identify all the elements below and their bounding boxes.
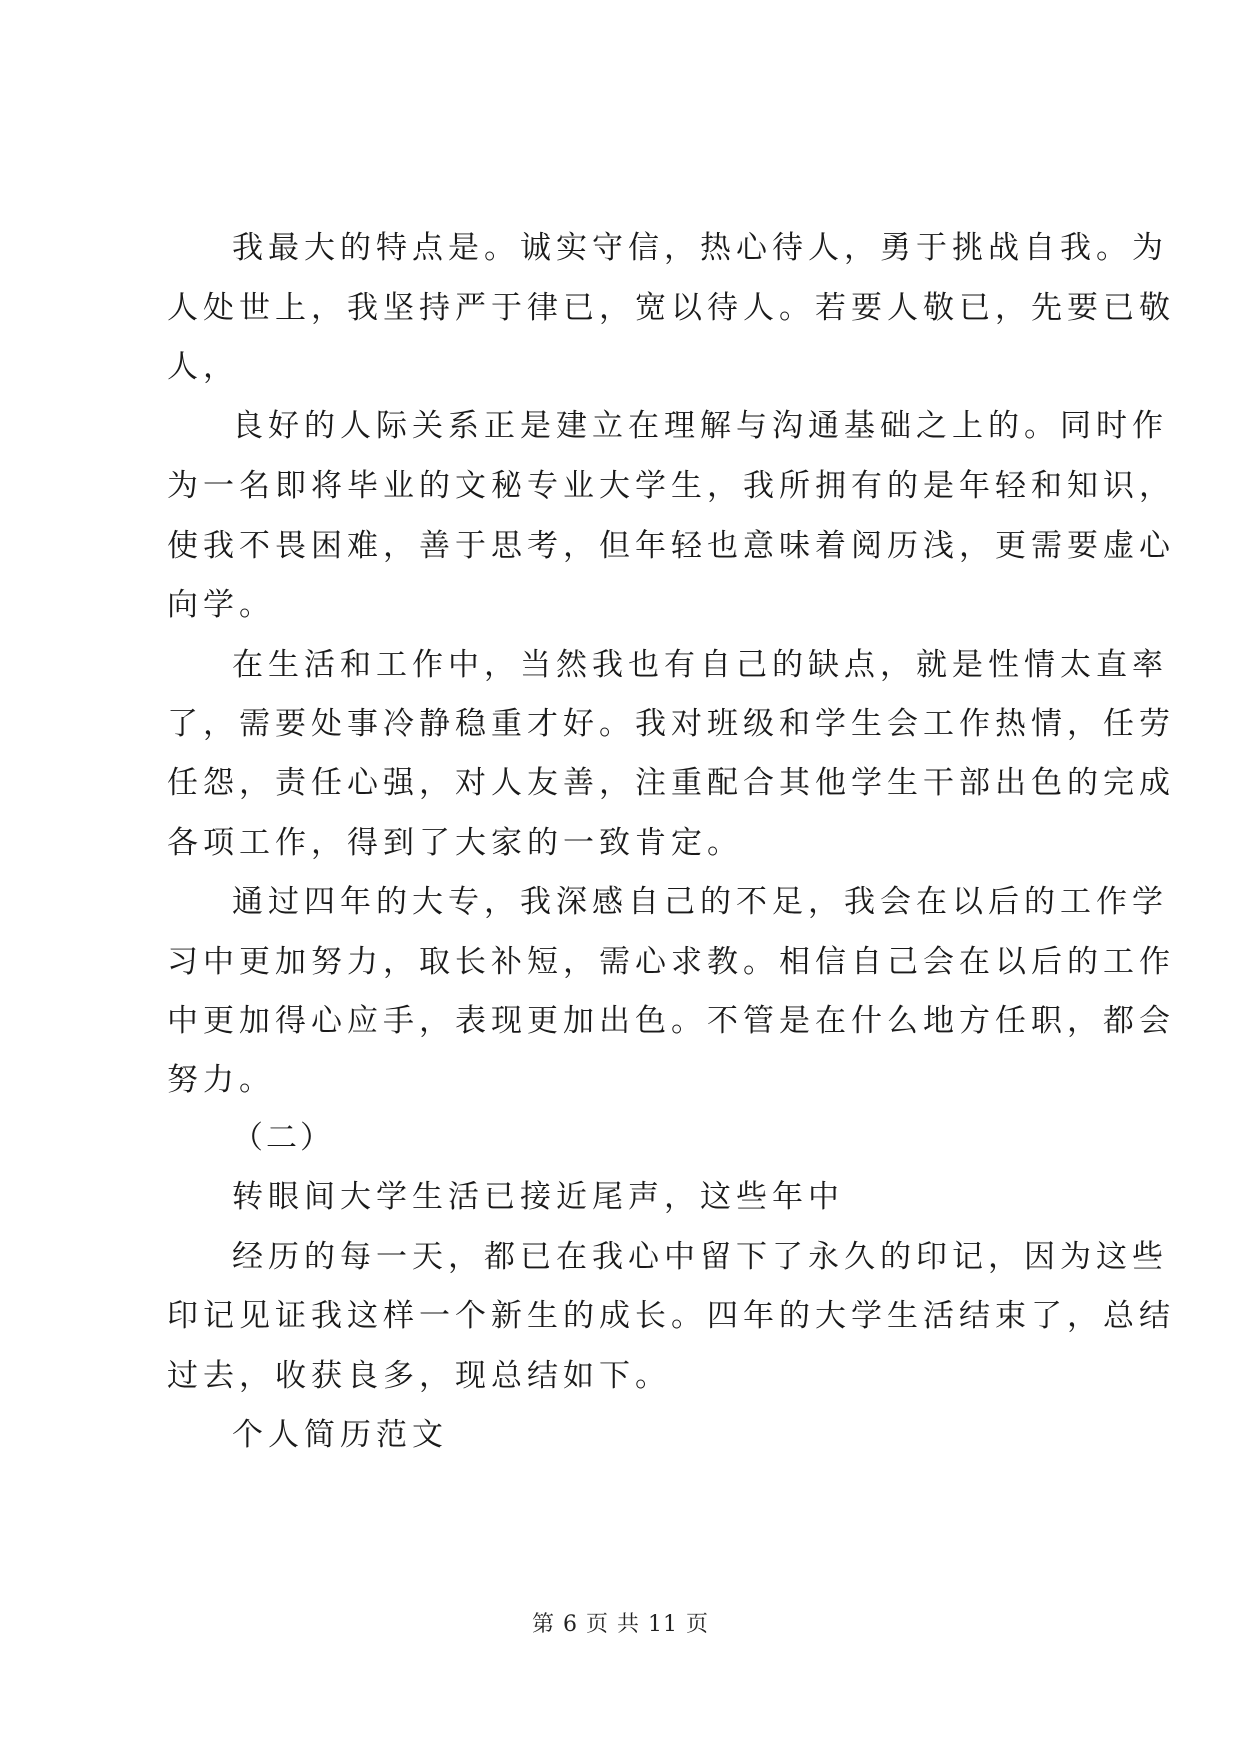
text-line: 我最大的特点是。诚实守信，热心待人，勇于挑战自我。为 [232, 230, 1168, 266]
section-heading: （二） [232, 1120, 334, 1156]
text-line: 为一名即将毕业的文秘专业大学生，我所拥有的是年轻和知识， [167, 468, 1175, 504]
text-line: 努力。 [167, 1062, 275, 1098]
text-line: 各项工作，得到了大家的一致肯定。 [167, 825, 743, 861]
text-line: 了，需要处事冷静稳重才好。我对班级和学生会工作热情，任劳 [167, 706, 1175, 742]
text-line: 人， [167, 349, 239, 385]
page-number-footer: 第 6 页 共 11 页 [532, 1612, 709, 1637]
text-line: 经历的每一天，都已在我心中留下了永久的印记，因为这些 [232, 1239, 1168, 1275]
text-line: 使我不畏困难，善于思考，但年轻也意味着阅历浅，更需要虚心 [167, 528, 1175, 564]
text-line: 中更加得心应手，表现更加出色。不管是在什么地方任职，都会 [167, 1003, 1175, 1039]
text-line: 良好的人际关系正是建立在理解与沟通基础之上的。同时作 [232, 408, 1168, 444]
text-line: 向学。 [167, 587, 275, 623]
text-line: 通过四年的大专，我深感自己的不足，我会在以后的工作学 [232, 884, 1168, 920]
text-line: 转眼间大学生活已接近尾声，这些年中 [232, 1179, 844, 1215]
text-line: 个人简历范文 [232, 1417, 448, 1453]
text-line: 习中更加努力，取长补短，需心求教。相信自己会在以后的工作 [167, 944, 1175, 980]
text-line: 印记见证我这样一个新生的成长。四年的大学生活结束了，总结 [167, 1298, 1175, 1334]
text-line: 在生活和工作中，当然我也有自己的缺点，就是性情太直率 [232, 647, 1168, 683]
text-line: 人处世上，我坚持严于律已，宽以待人。若要人敬已，先要已敬 [167, 290, 1175, 326]
text-line: 过去，收获良多，现总结如下。 [167, 1358, 671, 1394]
text-line: 任怨，责任心强，对人友善，注重配合其他学生干部出色的完成 [167, 765, 1175, 801]
